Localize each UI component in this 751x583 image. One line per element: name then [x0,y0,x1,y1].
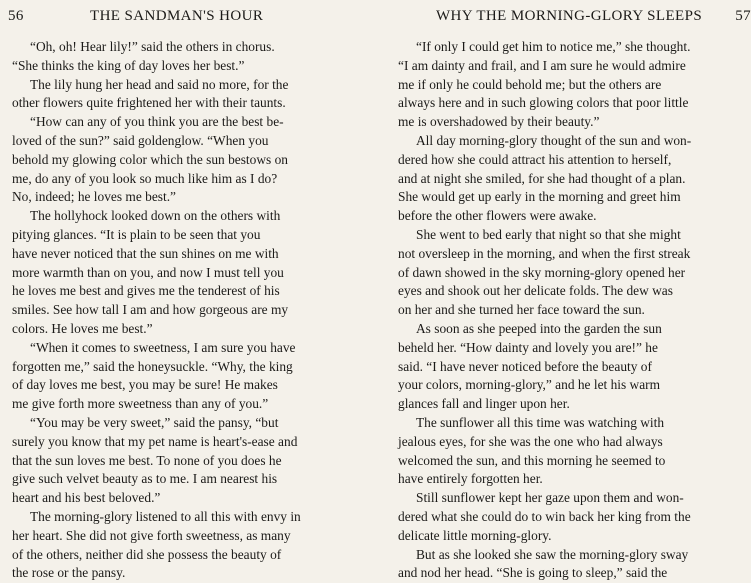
text-line: that the sun loves me best. To none of you does he [12,452,282,468]
text-line: dered what she could do to win back her king from the [398,508,691,524]
text-line: glances fall and linger upon her. [398,396,570,412]
left-page-number: 56 [8,8,24,24]
text-line: and nod her head. “She is going to sleep,” said the [398,565,668,581]
left-page [0,0,372,581]
right-page-header [396,8,751,28]
text-line: of day loves me best, you may be sure! He makes [12,377,278,393]
left-page-text [12,38,366,583]
text-line: colors. He loves me best.” [12,320,153,336]
text-line: “When it comes to sweetness, I am sure you have [30,339,296,355]
text-line: said. “I have never noticed before the beauty of [398,358,652,374]
text-line: jealous eyes, for she was the one who had always [398,433,663,449]
text-line: of dawn showed in the sky morning-glory opened her [398,264,686,280]
text-line: beheld her. “How dainty and lovely you are!” he [398,339,658,355]
text-line: before the other flowers were awake. [398,208,597,224]
text-line: other flowers quite frightened her with their taunts. [12,95,286,111]
text-line: She would get up early in the morning and greet him [398,189,681,205]
text-line: not oversleep in the morning, and when the first streak [398,245,691,261]
text-line: her heart. She did not give forth sweetness, as many [12,527,291,543]
text-line: “I am dainty and frail, and I am sure he would admire [398,57,686,73]
text-line: “If only I could get him to notice me,” she thought. [416,39,691,54]
text-line: me give forth more sweetness than any of you.” [12,396,269,412]
text-line: Still sunflower kept her gaze upon them and won- [416,490,684,506]
text-line: The lily hung her head and said no more, for the [30,76,289,92]
text-line: delicate little morning-glory. [398,527,552,543]
text-line: eyes and shook out her delicate folds. The dew was [398,283,673,299]
text-line: loved of the sun?” said goldenglow. “When you [12,132,269,148]
text-line: She went to bed early that night so that she might [416,226,681,242]
text-line: your colors, morning-glory,” and he let his warm [398,377,661,393]
text-line: give such velvet beauty as to me. I am nearest his [12,471,278,487]
text-line: As soon as she peeped into the garden the sun [416,320,662,336]
text-line: always here and in such glowing colors that poor little [398,95,689,111]
text-line: have entirely forgotten her. [398,471,543,487]
text-line: on her and she turned her face toward the sun. [398,302,645,318]
text-line: forgotten me,” said the honeysuckle. “Why, the king [12,358,293,374]
text-line: The hollyhock looked down on the others with [30,208,281,224]
text-line: of the others, neither did she possess the beauty of [12,546,282,562]
text-line: “You may be very sweet,” said the pansy, “but [30,414,279,430]
right-page [396,0,751,581]
text-line: have never noticed that the sun shines on me with [12,245,279,261]
text-line: But as she looked she saw the morning-glory sway [416,546,689,562]
left-page-header [0,8,372,28]
text-line: “Oh, oh! Hear lily!” said the others in chorus. [30,39,275,54]
text-line: me, do any of you look so much like him as I do? [12,170,278,186]
text-line: more warmth than on you, and now I must tell you [12,264,284,280]
text-line: “She thinks the king of day loves her best.” [12,57,245,73]
text-line: behold my glowing color which the sun bestows on [12,151,288,167]
text-line: The sunflower all this time was watching with [416,414,665,430]
text-line: me is overshadowed by their beauty.” [398,114,600,130]
gutter [372,0,396,503]
text-line: and at night she smiled, for she had thought of a plan. [398,170,686,186]
text-line: dered how she could attract his attention to herself, [398,151,672,167]
text-line: All day morning-glory thought of the sun and won- [416,132,692,148]
text-line: The morning-glory listened to all this with envy in [30,508,301,524]
text-line: surely you know that my pet name is heart's-ease and [12,433,298,449]
text-line: me if only he could behold me; but the others are [398,76,662,92]
text-line: “How can any of you think you are the best be- [30,114,284,130]
text-line: No, indeed; he loves me best.” [12,189,176,205]
text-line: welcomed the sun, and this morning he seemed to [398,452,666,468]
text-line: smiles. See how tall I am and how gorgeous are my [12,302,289,318]
right-running-head: WHY THE MORNING-GLORY SLEEPS [436,8,703,24]
text-line: he loves me best and gives me the tenderest of his [12,283,280,299]
right-page-text [398,38,744,583]
text-line: heart and his best beloved.” [12,490,161,506]
right-page-number: 57 [735,8,751,24]
text-line: pitying glances. “It is plain to be seen that you [12,226,261,242]
left-running-head: THE SANDMAN'S HOUR [90,8,264,24]
text-line: the rose or the pansy. [12,565,126,581]
